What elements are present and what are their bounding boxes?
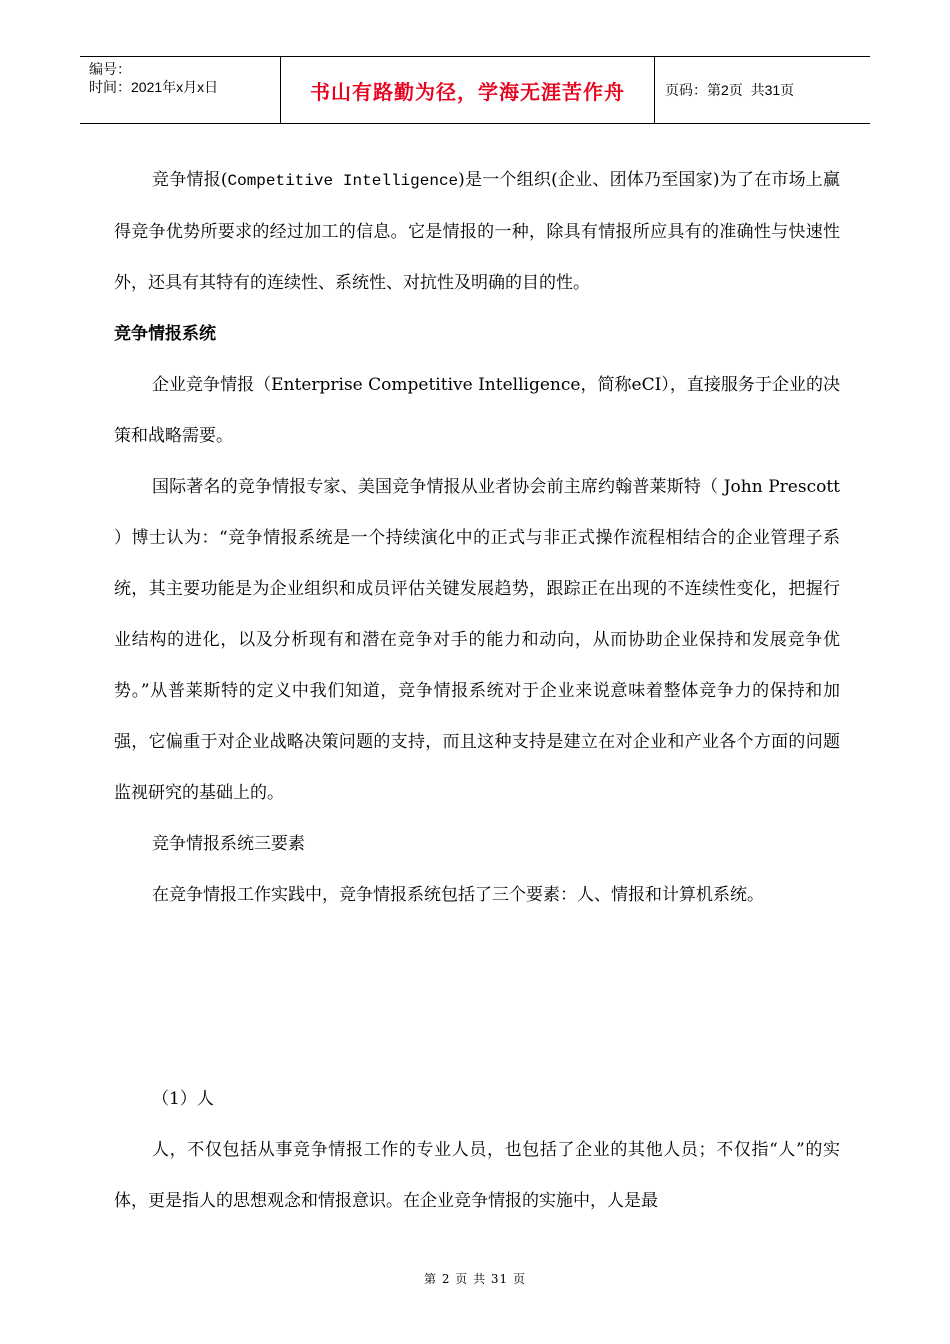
document-time: 时间：2021年x月x日 [89,79,219,95]
page-header [80,56,870,124]
paragraph-elements: 在竞争情报工作实践中，竞争情报系统包括了三个要素：人、情报和计算机系统。 [152,885,764,905]
paragraph-eci: 企业竞争情报（Enterprise Competitive Intelligence，简称eCI），直接服务于企业的决策和战略需要。 [114,375,840,446]
subheading-three-elements: 竞争情报系统三要素 [152,834,305,854]
list-item-people: （1）人 [152,1089,214,1109]
page-info-text: 页码：第2页 共31页 [665,82,795,98]
section-heading: 竞争情报系统 [114,324,216,344]
paragraph-prescott: 国际著名的竞争情报专家、美国竞争情报从业者协会前主席约翰普莱斯特（ John Prescott ）博士认为：“竞争情报系统是一个持续演化中的正式与非正式操作流程相结合的企业管理子系统，其主要功能是为企业组织和成员评估关键发展趋势，跟踪正在出现的不连续性变化，把握行业结构的进化，以及分析现有和潜在竞争对手的能力和动向，从而协助企业保持和发展竞争优势。”从普莱斯特的定义中我们知道，竞争情报系统对于企业来说意味着整体竞争力的保持和加强，它偏重于对企业战略决策问题的支持，而且这种支持是建立在对企业和产业各个方面的问题监视研究的基础上的。 [114,477,840,803]
header-motto: 书山有路勤为径，学海无涯苦作舟 [281,57,655,123]
header-meta [80,57,281,123]
p1-text-a: 竞争情报( [152,170,228,190]
blank-space [114,921,840,1074]
paragraph-definition [114,155,840,309]
paragraph-people: 人，不仅包括从事竞争情报工作的专业人员，也包括了企业的其他人员；不仅指“人”的实体，更是指人的思想观念和情报意识。在企业竞争情报的实施中，人是最 [114,1140,840,1211]
document-body [114,155,840,1227]
header-page-info [655,57,870,123]
document-number-label: 编号： [89,61,131,77]
page-footer: 第 2 页 共 31 页 [424,1272,526,1286]
p1-text-b: )是一个组织(企业、团体乃至国家)为了在市场上赢得竞争优势所要求的经过加工的信息。它是情报的一种，除具有情报所应具有的准确性与快速性外，还具有其特有的连续性、系统性、对抗性及明确的目的性。 [114,170,840,293]
p1-term: Competitive Intelligence [227,172,459,190]
